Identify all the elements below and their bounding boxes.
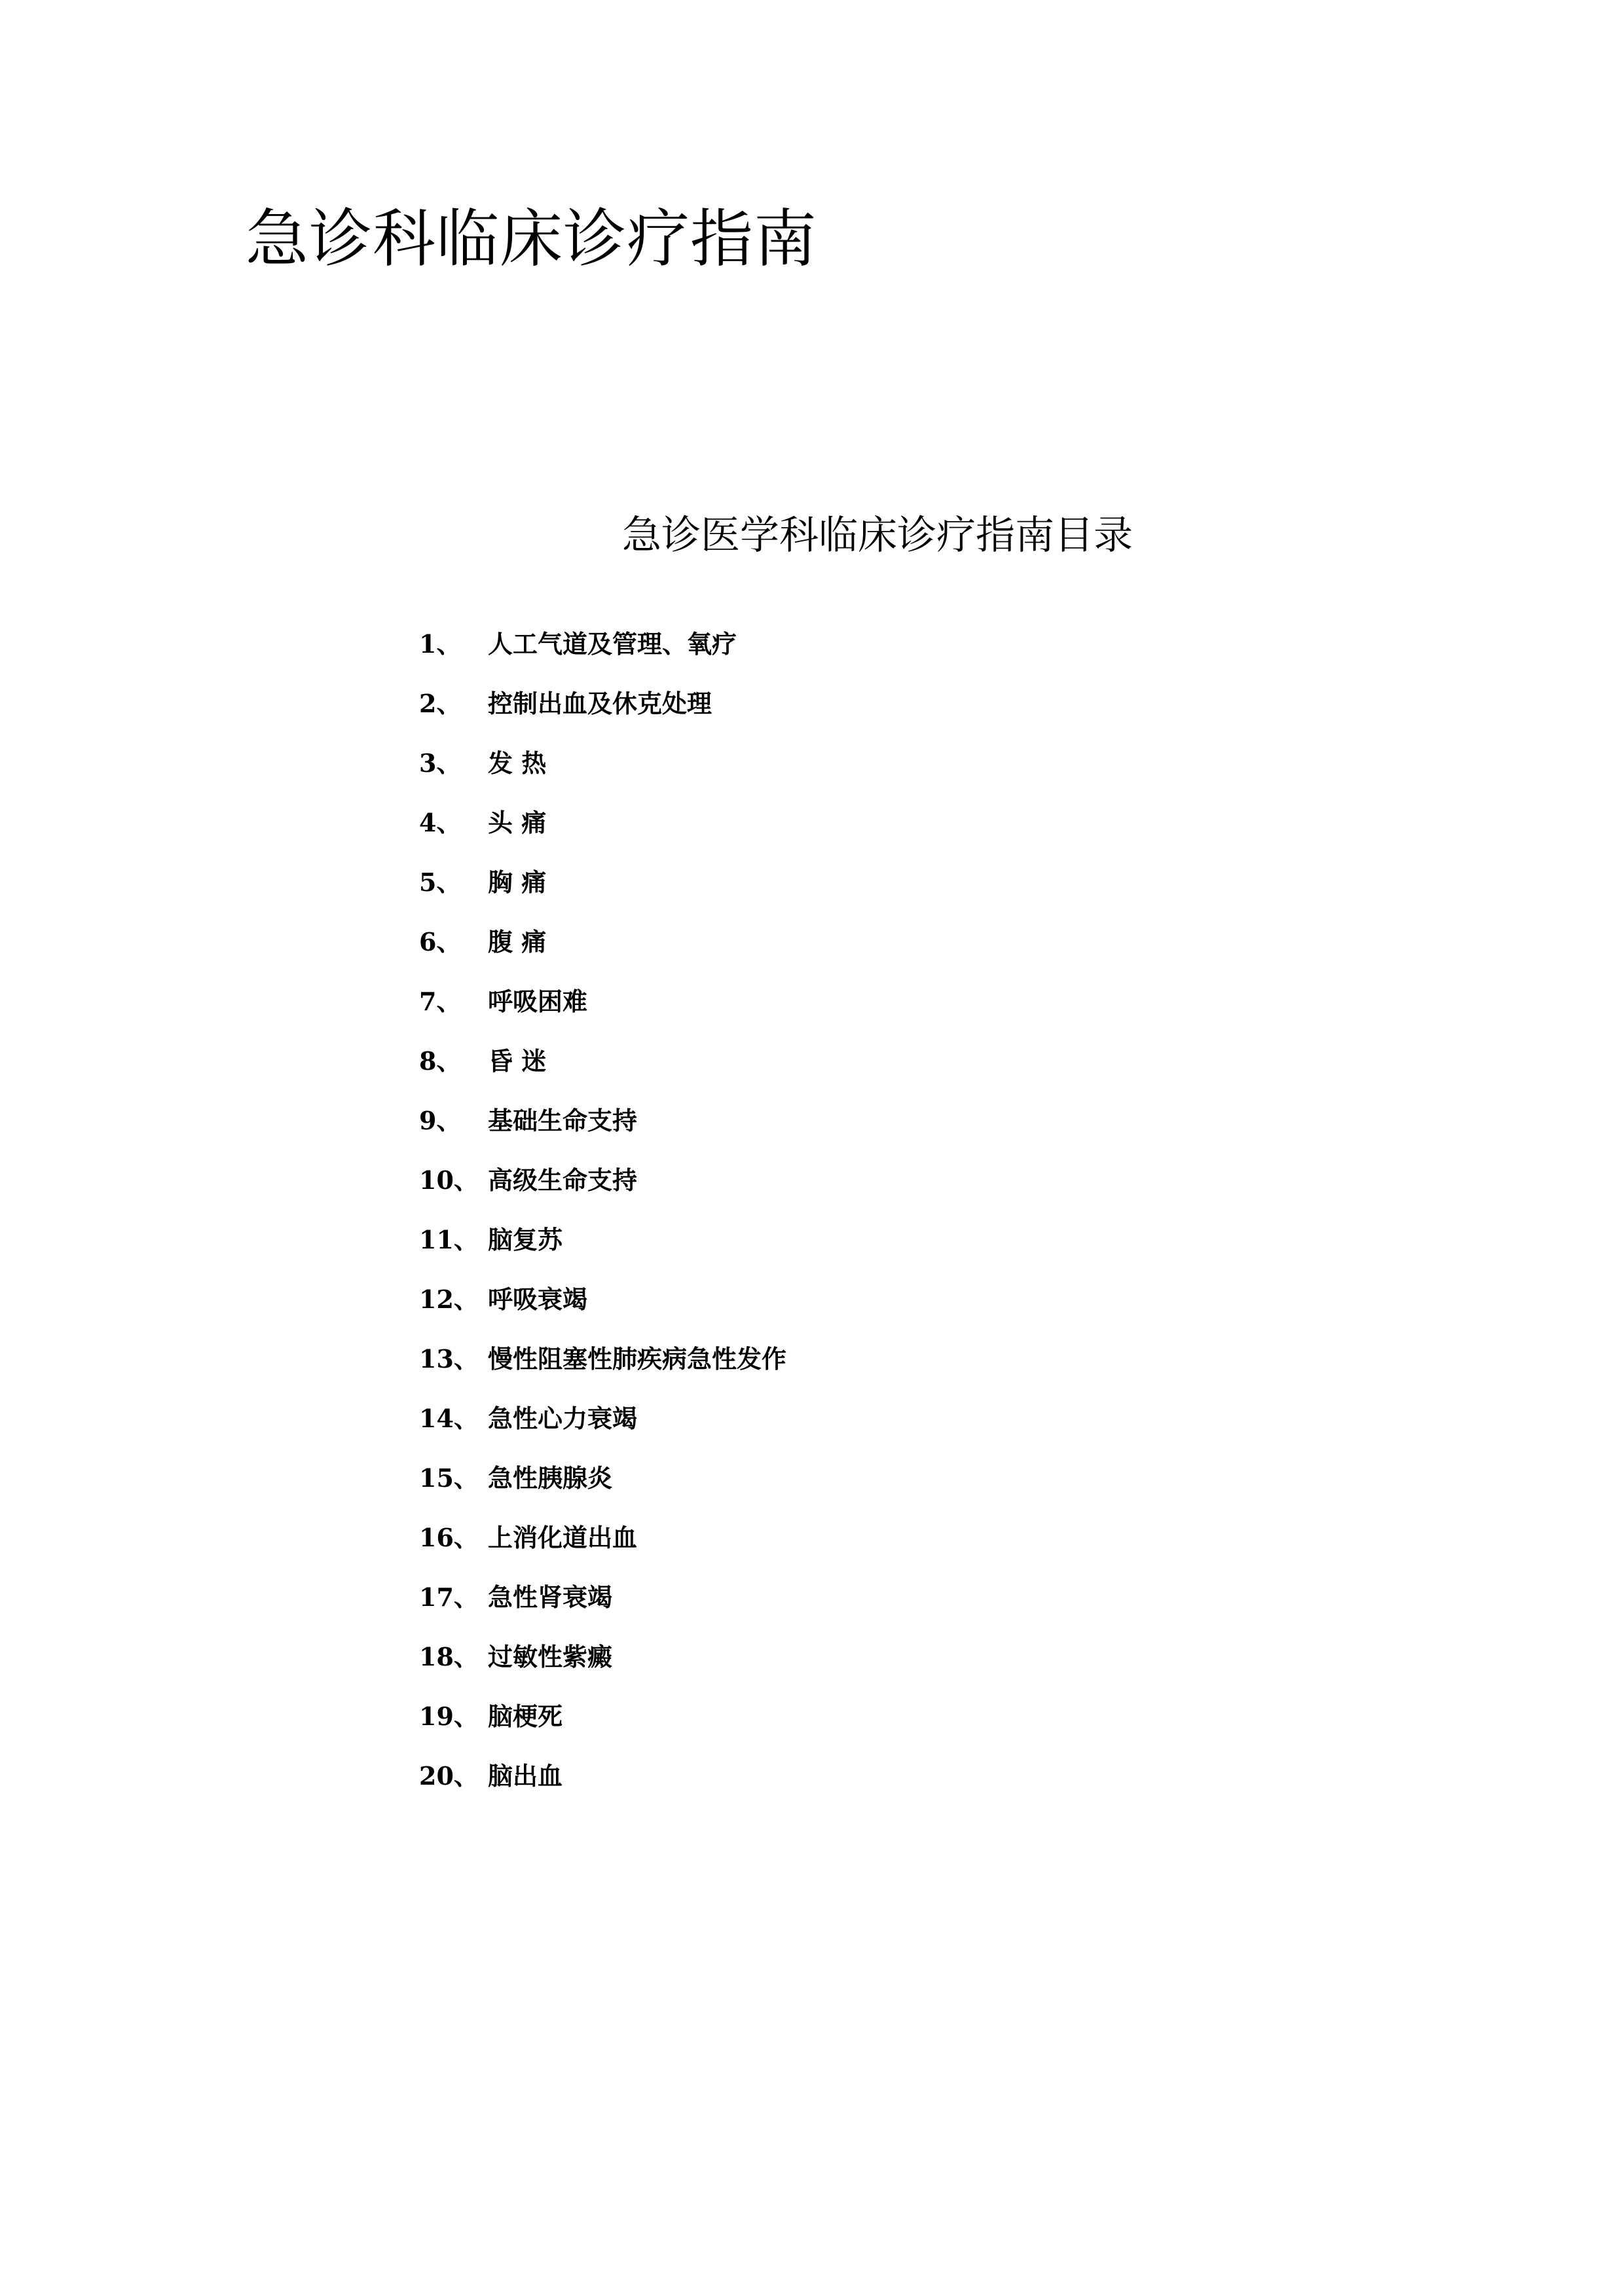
toc-item [419,1148,786,1208]
toc-item-label: 头 痛 [488,808,547,837]
toc-item-number: 8、 [419,1046,462,1076]
toc-item-number: 2、 [419,689,462,718]
toc-item-number: 16、 [419,1523,479,1552]
toc-title: 急诊医学科临床诊疗指南目录 [622,513,1133,558]
toc-item [419,1267,786,1327]
toc-list [419,612,786,1804]
toc-item [419,910,786,970]
toc-item [419,672,786,731]
toc-item-label: 人工气道及管理、氧疗 [488,629,737,659]
toc-item-label: 呼吸衰竭 [488,1285,588,1314]
toc-item [419,1327,786,1387]
toc-item [419,970,786,1029]
toc-item-label: 上消化道出血 [488,1523,638,1552]
toc-item [419,1089,786,1148]
toc-item-label: 慢性阻塞性肺疾病急性发作 [488,1344,787,1374]
toc-item-number: 3、 [419,748,462,778]
toc-item-number: 5、 [419,867,462,897]
toc-item-label: 控制出血及休克处理 [488,689,712,718]
toc-item-number: 13、 [419,1344,479,1374]
toc-item-number: 1、 [419,629,462,659]
toc-item [419,1625,786,1685]
toc-item-label: 过敏性紫癜 [488,1642,613,1671]
toc-item [419,1208,786,1267]
toc-item [419,1387,786,1446]
toc-item-label: 急性心力衰竭 [488,1404,638,1433]
toc-item-label: 呼吸困难 [488,987,588,1016]
toc-item-number: 10、 [419,1165,479,1195]
toc-item-number: 15、 [419,1463,479,1493]
toc-item-label: 高级生命支持 [488,1165,638,1195]
toc-item-label: 脑梗死 [488,1702,563,1731]
toc-item-number: 20、 [419,1761,479,1791]
toc-item-number: 4、 [419,808,462,837]
toc-item-label: 脑复苏 [488,1225,563,1254]
toc-item [419,1744,786,1804]
toc-item-label: 发 热 [488,748,547,778]
toc-item [419,1685,786,1744]
toc-item-number: 19、 [419,1702,479,1731]
toc-item-number: 6、 [419,927,462,957]
toc-item-number: 14、 [419,1404,479,1433]
toc-item [419,1565,786,1625]
toc-item [419,1029,786,1089]
toc-item-number: 7、 [419,987,462,1016]
toc-item-label: 基础生命支持 [488,1106,638,1135]
toc-item-number: 18、 [419,1642,479,1671]
toc-item-label: 脑出血 [488,1761,563,1791]
toc-item [419,612,786,672]
toc-item [419,1446,786,1506]
toc-item-label: 昏 迷 [488,1046,547,1076]
toc-item-number: 9、 [419,1106,462,1135]
toc-item [419,731,786,791]
toc-item-number: 12、 [419,1285,479,1314]
toc-item-label: 腹 痛 [488,927,547,957]
document-title: 急诊科临床诊疗指南 [246,202,817,276]
toc-item-label: 急性胰腺炎 [488,1463,613,1493]
toc-item-label: 胸 痛 [488,867,547,897]
toc-item-label: 急性肾衰竭 [488,1582,613,1612]
toc-item [419,1506,786,1565]
toc-item-number: 17、 [419,1582,479,1612]
toc-item [419,850,786,910]
toc-item-number: 11、 [419,1225,479,1254]
toc-item [419,791,786,850]
